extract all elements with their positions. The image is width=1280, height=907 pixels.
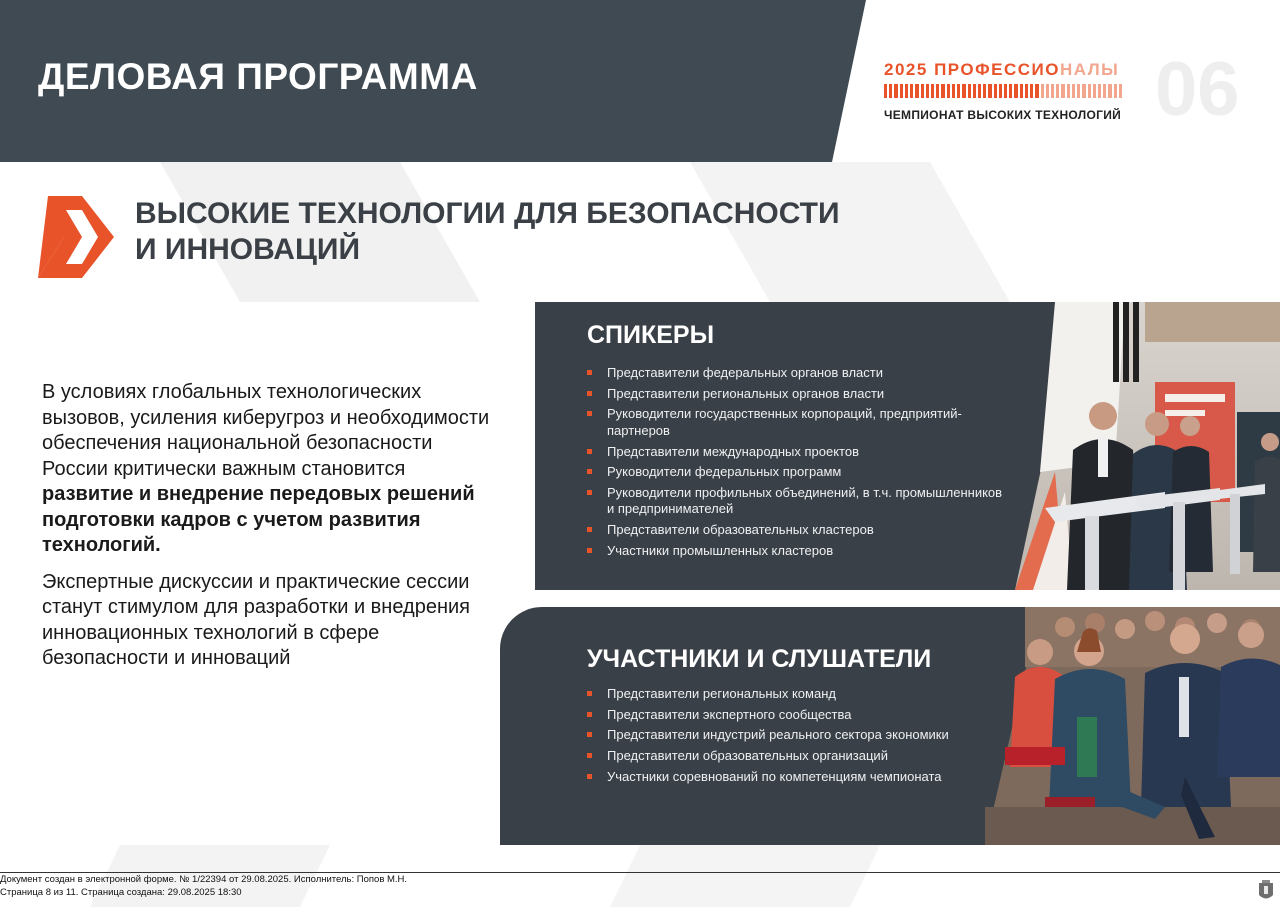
brand-name-part1: ПРОФЕССИО: [934, 60, 1060, 79]
brand-bar: [1072, 84, 1075, 98]
brand-bar: [952, 84, 955, 98]
brand-bar: [1082, 84, 1085, 98]
brand-bar: [900, 84, 903, 98]
speakers-list: [587, 365, 1007, 564]
brand-bar: [978, 84, 981, 98]
brand-bar: [999, 84, 1002, 98]
speakers-title: СПИКЕРЫ: [587, 321, 715, 349]
brand-barcode-graphic: [884, 84, 1122, 98]
list-item: Представители региональных команд: [587, 686, 987, 703]
section-title-line1: ВЫСОКИЕ ТЕХНОЛОГИИ ДЛЯ БЕЗОПАСНОСТИ: [135, 197, 840, 230]
intro-text: [42, 380, 492, 683]
footer-line-2: Страница 8 из 11. Страница создана: 29.08.2025 18:30: [0, 886, 242, 898]
brand-bar: [1009, 84, 1012, 98]
brand-bar: [1114, 84, 1117, 98]
brand-bar: [1119, 84, 1122, 98]
brand-bar: [926, 84, 929, 98]
brand-wordmark: [884, 60, 1134, 80]
brand-bar: [973, 84, 976, 98]
list-item: Представители экспертного сообщества: [587, 707, 987, 724]
list-item: Представители региональных органов власти: [587, 386, 1007, 403]
speakers-photo: [1015, 302, 1280, 590]
brand-bar: [921, 84, 924, 98]
intro-paragraph-1-text: В условиях глобальных технологических вызовов, усиления киберугроз и необходимости обеспечения национальной безопасности России критически важным становится: [42, 381, 490, 480]
brand-bar: [1046, 84, 1049, 98]
list-item: Представители международных проектов: [587, 444, 1007, 461]
brand-bar: [962, 84, 965, 98]
brand-bar: [1098, 84, 1101, 98]
brand-bar: [889, 84, 892, 98]
brand-bar: [894, 84, 897, 98]
brand-bar: [1014, 84, 1017, 98]
brand-bar: [1088, 84, 1091, 98]
brand-bar: [1103, 84, 1106, 98]
brand-bar: [1020, 84, 1023, 98]
footer-divider: [0, 872, 1280, 873]
brand-bar: [1077, 84, 1080, 98]
audience-photo: [985, 607, 1280, 845]
brand-bar: [1041, 84, 1044, 98]
brand-bar: [884, 84, 887, 98]
list-item: Участники промышленных кластеров: [587, 543, 1007, 560]
brand-bar: [947, 84, 950, 98]
brand-bar: [905, 84, 908, 98]
footer: [0, 874, 407, 899]
list-item: Руководители государственных корпораций, предприятий-партнеров: [587, 406, 1007, 439]
brand-bar: [1067, 84, 1070, 98]
list-item: Руководители профильных объединений, в т.ч. промышленников и предпринимателей: [587, 485, 1007, 518]
brand-bar: [931, 84, 934, 98]
brand-subtitle: ЧЕМПИОНАТ ВЫСОКИХ ТЕХНОЛОГИЙ: [884, 108, 1122, 122]
brand-name-part2: НАЛЫ: [1059, 60, 1120, 79]
list-item: Представители образовательных организаций: [587, 748, 987, 765]
brand-bar: [1035, 84, 1038, 98]
brand-bar: [1093, 84, 1096, 98]
intro-paragraph-1-emphasis: развитие и внедрение передовых решений подготовки кадров с учетом развития технологий.: [42, 483, 475, 556]
intro-paragraph-1: [42, 380, 492, 559]
brand-year: 2025: [884, 60, 928, 79]
brand-bar: [941, 84, 944, 98]
brand-bar: [994, 84, 997, 98]
brand-bar: [910, 84, 913, 98]
brand-bar: [915, 84, 918, 98]
brand-bar: [983, 84, 986, 98]
section-title: [135, 196, 855, 268]
page-number: 06: [1155, 47, 1240, 132]
brand-bar: [1056, 84, 1059, 98]
list-item: Представители индустрий реального сектора экономики: [587, 727, 987, 744]
list-item: Участники соревнований по компетенциям чемпионата: [587, 769, 987, 786]
brand-bar: [1051, 84, 1054, 98]
emblem-icon: [1258, 880, 1274, 902]
brand-bar: [1061, 84, 1064, 98]
brand-bar: [936, 84, 939, 98]
brand-bar: [968, 84, 971, 98]
audience-title: УЧАСТНИКИ И СЛУШАТЕЛИ: [587, 645, 932, 673]
section-arrow-logo-icon: [38, 196, 114, 278]
section-title-line2: И ИННОВАЦИЙ: [135, 233, 360, 266]
brand-bar: [957, 84, 960, 98]
list-item: Представители федеральных органов власти: [587, 365, 1007, 382]
page-title: ДЕЛОВАЯ ПРОГРАММА: [38, 56, 478, 97]
brand-bar: [988, 84, 991, 98]
brand-bar: [1004, 84, 1007, 98]
header: [0, 0, 1280, 162]
brand-bar: [1030, 84, 1033, 98]
intro-paragraph-2: Экспертные дискуссии и практические сессии станут стимулом для разработки и внедрения инновационных технологий в сфере безопасности и инноваций: [42, 570, 470, 669]
footer-line-1: Документ создан в электронной форме. № 1/22394 от 29.08.2025. Исполнитель: Попов М.Н.: [0, 874, 408, 885]
brand-bar: [1025, 84, 1028, 98]
brand-bar: [1108, 84, 1111, 98]
audience-list: [587, 686, 987, 789]
list-item: Представители образовательных кластеров: [587, 522, 1007, 539]
brand-logo: [884, 60, 1134, 122]
list-item: Руководители федеральных программ: [587, 464, 1007, 481]
